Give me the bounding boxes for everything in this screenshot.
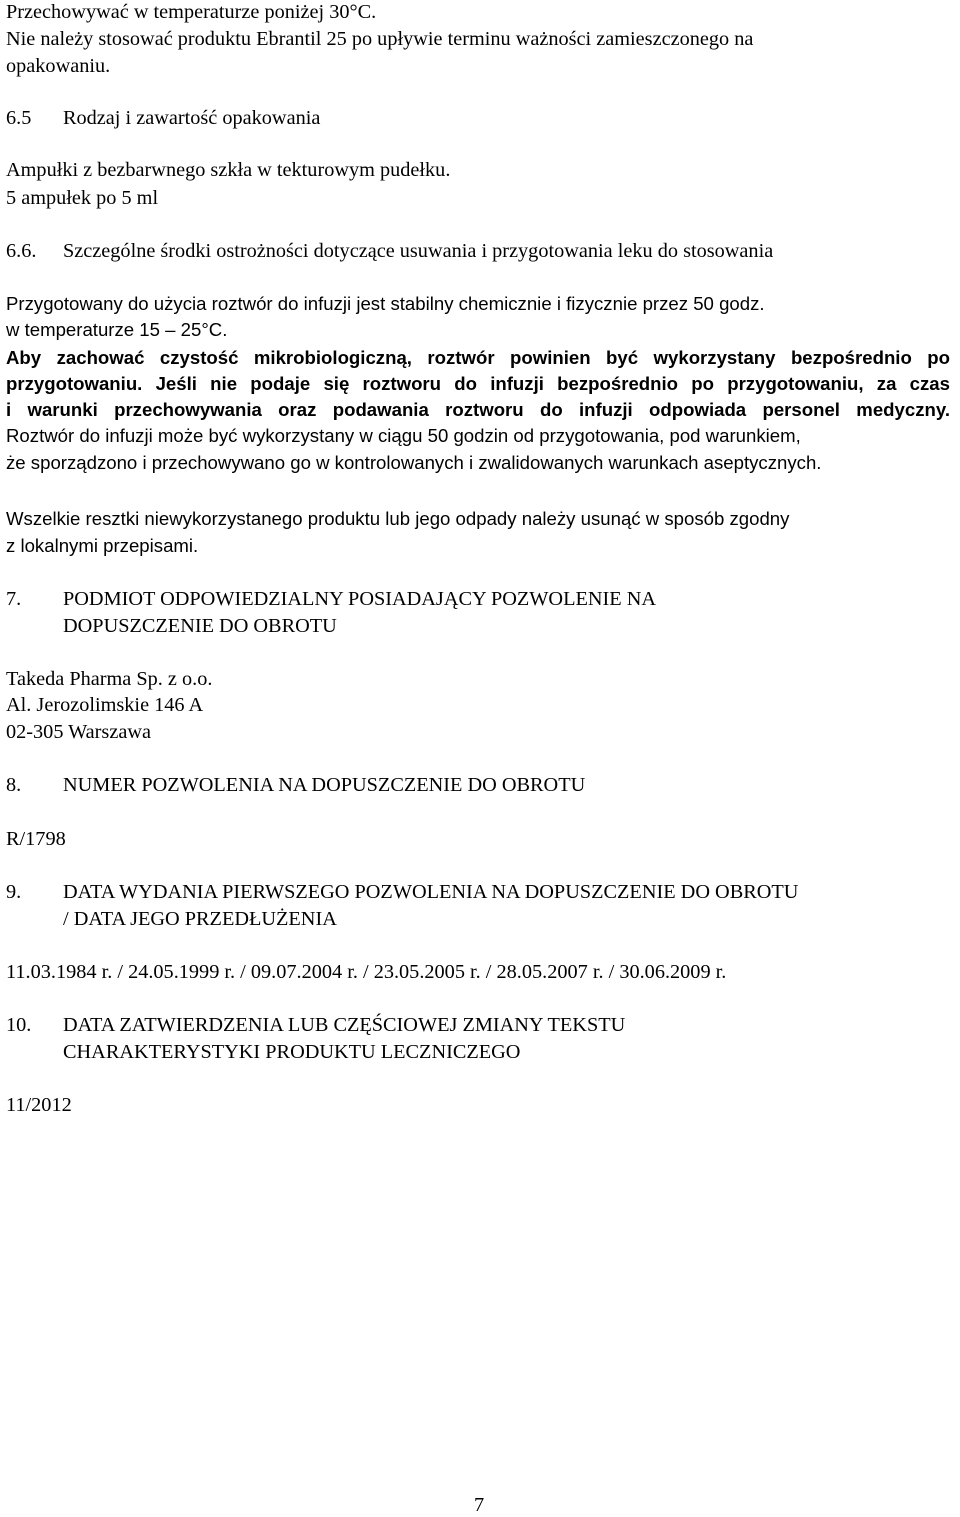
section-9-number: 9. [6, 881, 22, 903]
section-6-5-line-1: Ampułki z bezbarwnego szkła w tekturowym pudełku. [6, 159, 451, 181]
page-number: 7 [474, 1494, 485, 1516]
section-7-heading [6, 587, 656, 611]
section-6-6-p2-line-2: że sporządzono i przechowywano go w kontrolowanych i zwalidowanych warunkach aseptycznych. [6, 452, 822, 473]
section-7-title-line-2: DOPUSZCZENIE DO OBROTU [63, 615, 337, 637]
revision-date: 11/2012 [6, 1094, 72, 1116]
storage-line-1: Przechowywać w temperaturze poniżej 30°C. [6, 1, 377, 23]
storage-line-2: Nie należy stosować produktu Ebrantil 25 po upływie terminu ważności zamieszczonego na [6, 28, 754, 50]
section-6-6-bold-line-1: Aby zachować czystość mikrobiologiczną, roztwór powinien być wykorzystany bezpośrednio po [6, 347, 950, 368]
section-10-number: 10. [6, 1014, 32, 1036]
section-6-6-bold-line-2: przygotowaniu. Jeśli nie podaje się roztworu do infuzji bezpośrednio po przygotowaniu, za czas [6, 373, 950, 394]
storage-line-3: opakowaniu. [6, 55, 111, 77]
section-6-5-number: 6.5 [6, 107, 32, 129]
section-8-number: 8. [6, 774, 22, 796]
section-9-heading-cont [6, 907, 337, 931]
section-9-title-line-1: DATA WYDANIA PIERWSZEGO POZWOLENIA NA DOPUSZCZENIE DO OBROTU [63, 881, 799, 903]
section-8-heading [6, 773, 585, 797]
section-10-title-line-1: DATA ZATWIERDZENIA LUB CZĘŚCIOWEJ ZMIANY TEKSTU [63, 1014, 626, 1036]
company-name: Takeda Pharma Sp. z o.o. [6, 668, 213, 690]
section-6-6-title: Szczególne środki ostrożności dotyczące usuwania i przygotowania leku do stosowania [63, 240, 774, 262]
section-6-5-line-2: 5 ampułek po 5 ml [6, 187, 159, 209]
section-10-heading-cont [6, 1040, 520, 1064]
section-6-6-bold-line-3: i warunki przechowywania oraz podawania roztworu do infuzji odpowiada personel medyczny. [6, 399, 950, 420]
section-6-5-title: Rodzaj i zawartość opakowania [63, 107, 321, 129]
section-7-number: 7. [6, 588, 22, 610]
section-8-title: NUMER POZWOLENIA NA DOPUSZCZENIE DO OBROTU [63, 774, 586, 796]
section-6-6-p1-line-2: w temperaturze 15 – 25°C. [6, 319, 228, 340]
section-6-6-heading [6, 239, 773, 263]
section-6-6-p1-line-1: Przygotowany do użycia roztwór do infuzji jest stabilny chemicznie i fizycznie przez 50 godz. [6, 293, 765, 314]
authorization-number: R/1798 [6, 828, 66, 850]
section-7-heading-cont [6, 614, 337, 638]
section-6-5-heading [6, 106, 320, 130]
section-10-heading [6, 1013, 625, 1037]
section-10-title-line-2: CHARAKTERYSTYKI PRODUKTU LECZNICZEGO [63, 1041, 521, 1063]
section-9-heading [6, 880, 798, 904]
company-city: 02-305 Warszawa [6, 721, 151, 743]
section-6-6-p3-line-1: Wszelkie resztki niewykorzystanego produktu lub jego odpady należy usunąć w sposób zgodny [6, 508, 790, 529]
section-6-6-number: 6.6. [6, 240, 37, 262]
section-6-6-p3-line-2: z lokalnymi przepisami. [6, 535, 199, 556]
section-9-title-line-2: / DATA JEGO PRZEDŁUŻENIA [63, 908, 337, 930]
company-street: Al. Jerozolimskie 146 A [6, 694, 204, 716]
section-7-title-line-1: PODMIOT ODPOWIEDZIALNY POSIADAJĄCY POZWOLENIE NA [63, 588, 656, 610]
authorization-dates: 11.03.1984 r. / 24.05.1999 r. / 09.07.2004 r. / 23.05.2005 r. / 28.05.2007 r. / 30.06.2009 r. [6, 961, 727, 983]
section-6-6-p2-line-1: Roztwór do infuzji może być wykorzystany w ciągu 50 godzin od przygotowania, pod warunkiem, [6, 425, 801, 446]
